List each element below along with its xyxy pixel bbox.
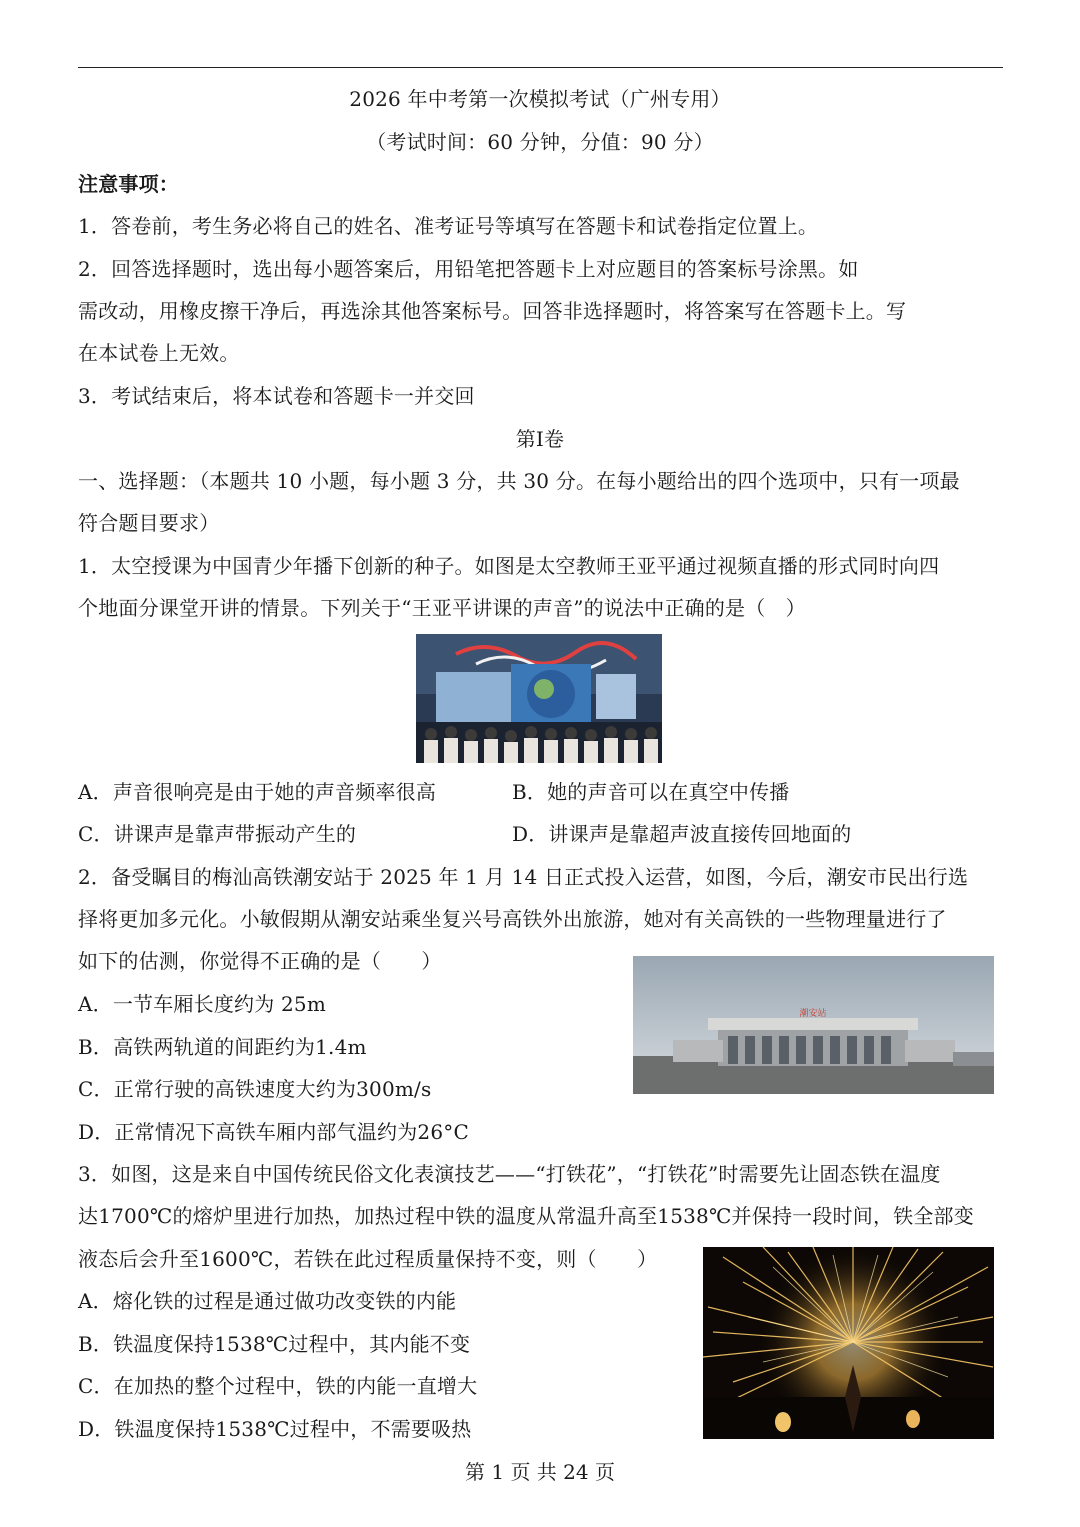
q1-classroom-photo xyxy=(416,634,662,763)
q3-stem-line-1: 3．如图，这是来自中国传统民俗文化表演技艺——“打铁花”，“打铁花”时需要先让固态铁在温度 xyxy=(78,1162,941,1186)
section-intro-line-2: 符合题目要求） xyxy=(78,511,220,535)
q2-stem-line-1: 2．备受瞩目的梅汕高铁潮安站于 2025 年 1 月 14 日正式投入运营，如图，今后，潮安市民出行选 xyxy=(78,865,969,889)
q3-option-c: C．在加热的整个过程中，铁的内能一直增大 xyxy=(78,1374,478,1398)
q2-stem-line-2: 择将更加多元化。小敏假期从潮安站乘坐复兴号高铁外出旅游，她对有关高铁的一些物理量进行了 xyxy=(78,907,947,931)
note-item-2-line-1: 2．回答选择题时，选出每小题答案后，用铅笔把答题卡上对应题目的答案标号涂黑。如 xyxy=(78,257,859,281)
page-subtitle: （考试时间：60 分钟，分值：90 分） xyxy=(366,130,714,154)
q2-option-a: A．一节车厢长度约为 25m xyxy=(78,992,327,1016)
q2-option-d: D．正常情况下高铁车厢内部气温约为26°C xyxy=(78,1120,469,1144)
page-title: 2026 年中考第一次模拟考试（广州专用） xyxy=(349,87,731,111)
top-rule xyxy=(78,67,1003,68)
section-intro-line-1: 一、选择题：（本题共 10 小题，每小题 3 分，共 30 分。在每小题给出的四个选项中，只有一项最 xyxy=(78,469,960,493)
note-item-3: 3．考试结束后，将本试卷和答题卡一并交回 xyxy=(78,384,475,408)
q2-option-c: C．正常行驶的高铁速度大约为300m/s xyxy=(78,1077,432,1101)
volume-heading: 第I卷 xyxy=(515,427,565,451)
q2-stem-line-3: 如下的估测，你觉得不正确的是（ ） xyxy=(78,949,442,973)
q1-stem-line-1: 1．太空授课为中国青少年播下创新的种子。如图是太空教师王亚平通过视频直播的形式同时向四 xyxy=(78,554,940,578)
station-sign: 潮安站 xyxy=(799,1009,827,1019)
note-item-1: 1．答卷前，考生务必将自己的姓名、准考证号等填写在答题卡和试卷指定位置上。 xyxy=(78,214,819,238)
q3-iron-flower-photo xyxy=(703,1247,994,1439)
note-item-2-line-3: 在本试卷上无效。 xyxy=(78,341,240,365)
q1-option-b: B．她的声音可以在真空中传播 xyxy=(512,780,790,804)
notes-heading: 注意事项： xyxy=(78,172,179,196)
q1-option-c: C．讲课声是靠声带振动产生的 xyxy=(78,822,357,846)
q1-stem-line-2: 个地面分课堂开讲的情景。下列关于“王亚平讲课的声音”的说法中正确的是（ ） xyxy=(78,596,806,620)
q3-option-d: D．铁温度保持1538℃过程中，不需要吸热 xyxy=(78,1417,472,1441)
q3-option-a: A．熔化铁的过程是通过做功改变铁的内能 xyxy=(78,1289,457,1313)
q3-stem-line-2: 达1700℃的熔炉里进行加热，加热过程中铁的温度从常温升高至1538℃并保持一段时间，铁全部变 xyxy=(78,1204,974,1228)
page-footer: 第 1 页 共 24 页 xyxy=(465,1460,615,1484)
q2-station-photo xyxy=(633,956,994,1094)
q1-option-a: A．声音很响亮是由于她的声音频率很高 xyxy=(78,780,437,804)
q2-option-b: B．高铁两轨道的间距约为1.4m xyxy=(78,1035,367,1059)
note-item-2-line-2: 需改动，用橡皮擦干净后，再选涂其他答案标号。回答非选择题时，将答案写在答题卡上。写 xyxy=(78,299,907,323)
q1-option-d: D．讲课声是靠超声波直接传回地面的 xyxy=(512,822,852,846)
q3-stem-line-3: 液态后会升至1600℃，若铁在此过程质量保持不变，则（ ） xyxy=(78,1247,658,1271)
q3-option-b: B．铁温度保持1538℃过程中，其内能不变 xyxy=(78,1332,471,1356)
